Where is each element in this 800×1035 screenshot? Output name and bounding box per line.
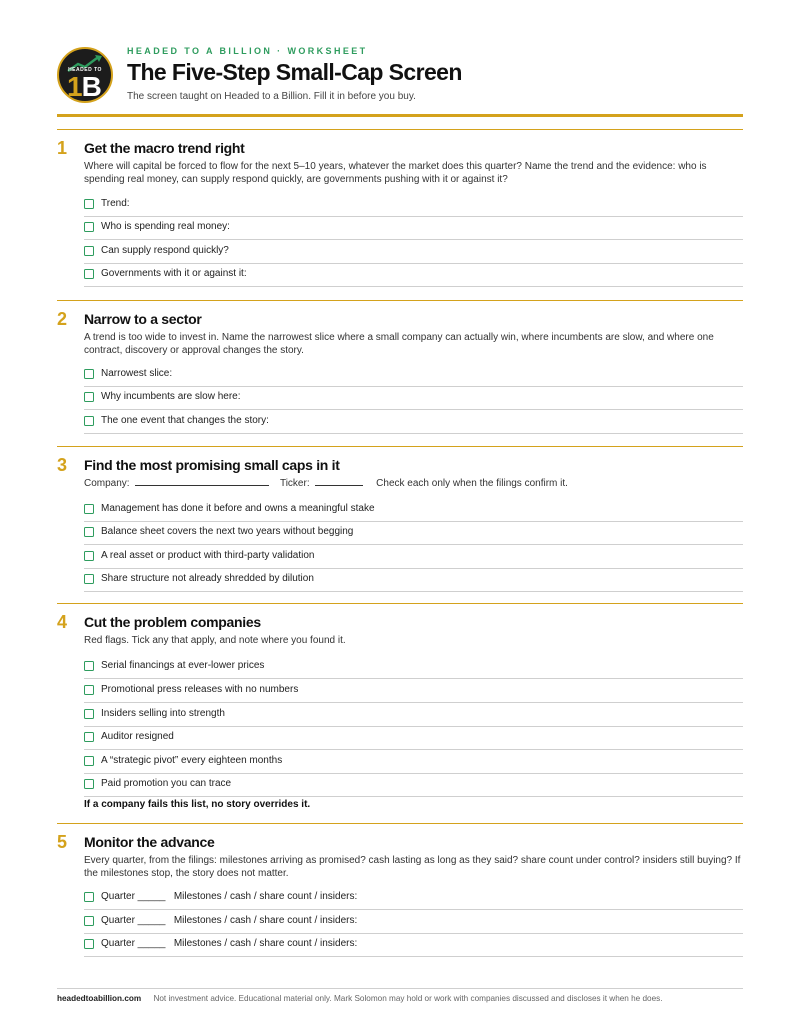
footer-disclaimer: Not investment advice. Educational material only. Mark Solomon may hold or work with companies discussed and discloses it when he does.	[153, 994, 663, 1003]
checklist-item[interactable]	[84, 545, 743, 569]
checkbox[interactable]	[84, 779, 94, 789]
section-number: 4	[57, 612, 68, 632]
section-2	[57, 300, 743, 435]
page-footer	[57, 994, 663, 1003]
section-divider	[57, 446, 743, 447]
item-label: Insiders selling into strength	[101, 708, 225, 719]
item-label: Management has done it before and owns a meaningful stake	[101, 503, 375, 514]
checklist-item[interactable]	[84, 773, 743, 797]
quarter-row[interactable]	[84, 886, 743, 910]
checklist-item[interactable]	[84, 410, 743, 434]
footer-divider	[57, 988, 743, 989]
checklist-item[interactable]	[84, 655, 743, 679]
item-label: Balance sheet covers the next two years without begging	[101, 526, 354, 537]
item-label: A “strategic pivot” every eighteen months	[101, 755, 283, 766]
item-label: A real asset or product with third-party validation	[101, 550, 315, 561]
quarter-row[interactable]	[84, 910, 743, 934]
ticker-field[interactable]	[315, 477, 363, 486]
checklist-item[interactable]	[84, 386, 743, 410]
checkbox[interactable]	[84, 709, 94, 719]
checklist-item[interactable]	[84, 363, 743, 387]
checklist-item[interactable]	[84, 240, 743, 264]
section-title: Monitor the advance	[84, 834, 215, 850]
item-label: Paid promotion you can trace	[101, 778, 232, 789]
checkbox[interactable]	[84, 892, 94, 902]
item-label: Governments with it or against it:	[101, 268, 247, 279]
kicker: HEADED TO A BILLION · WORKSHEET	[127, 46, 368, 56]
ticker-label: Ticker:	[279, 478, 310, 489]
item-label: Who is spending real money:	[101, 221, 230, 232]
checkbox[interactable]	[84, 199, 94, 209]
checklist-item[interactable]	[84, 263, 743, 287]
section-description: Red flags. Tick any that apply, and note where you found it.	[84, 635, 346, 646]
checkbox[interactable]	[84, 756, 94, 766]
checklist-item[interactable]	[84, 750, 743, 774]
checkbox[interactable]	[84, 661, 94, 671]
page-header	[57, 44, 743, 116]
footer-site: headedtoabillion.com	[57, 994, 142, 1003]
section-number: 2	[57, 309, 68, 329]
checkbox[interactable]	[84, 392, 94, 402]
checklist-item[interactable]	[84, 498, 743, 522]
checkbox[interactable]	[84, 939, 94, 949]
section-title: Get the macro trend right	[84, 140, 245, 156]
item-label: Narrowest slice:	[101, 368, 173, 379]
section-5	[57, 823, 743, 958]
item-label: Auditor resigned	[101, 731, 174, 742]
item-label: Serial financings at ever-lower prices	[101, 660, 265, 671]
checklist-item[interactable]	[84, 193, 743, 217]
checkbox[interactable]	[84, 527, 94, 537]
company-label: Company:	[84, 478, 130, 489]
section-number: 3	[57, 455, 68, 475]
checkbox[interactable]	[84, 222, 94, 232]
checklist-item[interactable]	[84, 679, 743, 703]
checkbox[interactable]	[84, 732, 94, 742]
checkbox[interactable]	[84, 685, 94, 695]
section-4	[57, 603, 743, 813]
section-divider	[57, 603, 743, 604]
checkbox[interactable]	[84, 246, 94, 256]
brand-logo	[57, 47, 113, 103]
checkbox[interactable]	[84, 416, 94, 426]
item-label: The one event that changes the story:	[101, 415, 269, 426]
company-field[interactable]	[135, 477, 269, 486]
checkbox[interactable]	[84, 916, 94, 926]
section-divider	[57, 129, 743, 130]
section-number: 5	[57, 832, 68, 852]
section-divider	[57, 823, 743, 824]
item-label: Why incumbents are slow here:	[101, 391, 241, 402]
filings-instruction: Check each only when the filings confirm it.	[376, 478, 568, 489]
section-1	[57, 129, 743, 289]
checkbox[interactable]	[84, 369, 94, 379]
checkbox[interactable]	[84, 574, 94, 584]
item-label: Quarter _____ Milestones / cash / share count / insiders:	[101, 938, 358, 949]
logo-mark: 1B	[67, 71, 101, 102]
section-description: Every quarter, from the filings: milestones arriving as promised? cash lasting as long as they said? share count under control? insiders still buying? If the milestones stop, the story does not matter.	[84, 855, 741, 879]
section-description: A trend is too wide to invest in. Name the narrowest slice where a small company can actually win, where incumbents are slow, and where one contract, discovery or approval changes the story.	[84, 332, 714, 356]
item-label: Can supply respond quickly?	[101, 245, 229, 256]
section-description: Where will capital be forced to flow for the next 5–10 years, whatever the market does this quarter? Name the trend and the evidence: who is spending real money, can supply respond quickly, are governments pushing with it or against it?	[84, 161, 707, 185]
checklist-item[interactable]	[84, 726, 743, 750]
section-3	[57, 446, 743, 592]
checklist-item[interactable]	[84, 703, 743, 727]
checkbox[interactable]	[84, 551, 94, 561]
checkbox[interactable]	[84, 504, 94, 514]
item-label: Trend:	[101, 198, 130, 209]
section-divider	[57, 300, 743, 301]
page-subtitle: The screen taught on Headed to a Billion. Fill it in before you buy.	[127, 91, 416, 102]
checklist-item[interactable]	[84, 521, 743, 545]
header-divider	[57, 114, 743, 117]
section-title: Narrow to a sector	[84, 311, 202, 327]
page-title: The Five-Step Small-Cap Screen	[127, 59, 462, 85]
section-title: Find the most promising small caps in it	[84, 457, 340, 473]
company-fields	[84, 477, 568, 489]
checklist-item[interactable]	[84, 216, 743, 240]
section-title: Cut the problem companies	[84, 614, 261, 630]
item-label: Quarter _____ Milestones / cash / share count / insiders:	[101, 891, 358, 902]
checklist-item[interactable]	[84, 568, 743, 592]
quarter-row[interactable]	[84, 933, 743, 957]
logo-small-text: HEADED TO	[68, 67, 102, 73]
item-label: Quarter _____ Milestones / cash / share count / insiders:	[101, 915, 358, 926]
section-note: If a company fails this list, no story overrides it.	[84, 799, 311, 810]
item-label: Share structure not already shredded by dilution	[101, 573, 314, 584]
item-label: Promotional press releases with no numbers	[101, 684, 299, 695]
checkbox[interactable]	[84, 269, 94, 279]
section-number: 1	[57, 138, 68, 158]
